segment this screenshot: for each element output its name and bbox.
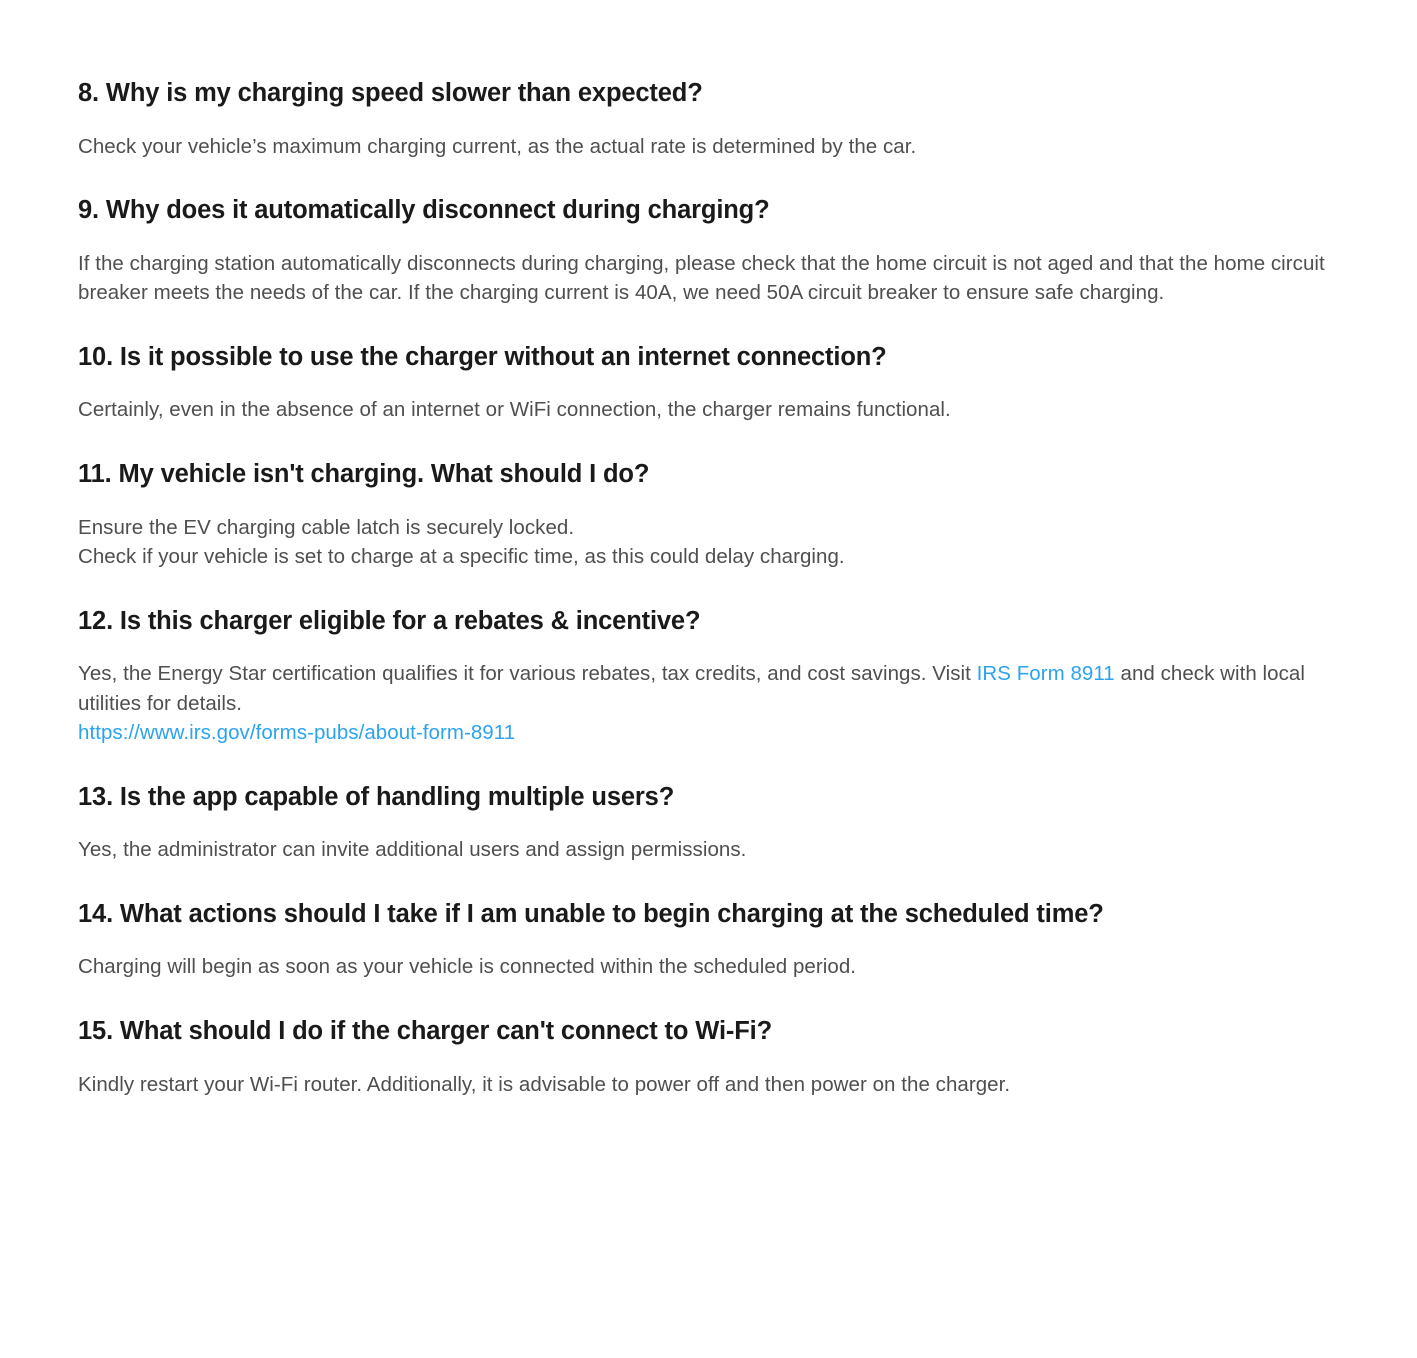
faq-question-14: 14. What actions should I take if I am unable to begin charging at the scheduled time? <box>78 899 1104 928</box>
faq-question-12: 12. Is this charger eligible for a rebates & incentive? <box>78 606 701 635</box>
faq-answer-14: Charging will begin as soon as your vehicle is connected within the scheduled period. <box>78 955 857 979</box>
faq-answer-15: Kindly restart your Wi-Fi router. Additionally, it is advisable to power off and then power on the charger. <box>78 1072 1011 1096</box>
faq-answer-text-prefix: Yes, the Energy Star certification qualifies it for various rebates, tax credits, and cost savings. Visit <box>78 662 977 686</box>
faq-item-8 <box>78 78 1332 161</box>
faq-item-15 <box>78 1016 1332 1099</box>
faq-question-8: 8. Why is my charging speed slower than expected? <box>78 79 703 107</box>
faq-question-9: 9. Why does it automatically disconnect during charging? <box>78 196 770 225</box>
irs-form-8911-url-link[interactable]: https://www.irs.gov/forms-pubs/about-form-8911 <box>78 721 516 745</box>
faq-answer-9: If the charging station automatically disconnects during charging, please check that the home circuit is not aged and that the home circuit breaker meets the needs of the car. If the charging current is 40A, we need 50A circuit breaker to ensure safe charging. <box>78 251 1325 305</box>
faq-item-14 <box>78 899 1332 982</box>
faq-question-10: 10. Is it possible to use the charger without an internet connection? <box>78 342 887 371</box>
faq-list <box>78 78 1332 1099</box>
faq-item-12 <box>78 606 1332 748</box>
faq-answer-8 <box>78 132 1332 162</box>
faq-answer-11 <box>78 513 1332 572</box>
faq-question-13: 13. Is the app capable of handling multiple users? <box>78 782 675 811</box>
faq-question-15: 15. What should I do if the charger can't connect to Wi-Fi? <box>78 1016 773 1045</box>
faq-item-13 <box>78 782 1332 865</box>
faq-question-11: 11. My vehicle isn't charging. What should I do? <box>78 459 650 488</box>
faq-item-10 <box>78 342 1332 425</box>
faq-answer-line: Check your vehicle’s maximum charging current, as the actual rate is determined by the car. <box>78 134 917 158</box>
faq-answer-12 <box>78 659 1332 748</box>
faq-answer-10: Certainly, even in the absence of an internet or WiFi connection, the charger remains functional. <box>78 398 951 422</box>
irs-form-8911-link[interactable]: IRS Form 8911 <box>976 662 1115 686</box>
faq-answer-text-suffix: and check with local utilities for details. <box>78 662 1305 715</box>
faq-answer-line: Ensure the EV charging cable latch is securely locked. <box>78 515 575 539</box>
faq-answer-13: Yes, the administrator can invite additional users and assign permissions. <box>78 838 747 862</box>
faq-item-11 <box>78 459 1332 572</box>
faq-answer-line: Check if your vehicle is set to charge at a specific time, as this could delay charging. <box>78 545 845 569</box>
faq-item-9 <box>78 195 1332 308</box>
